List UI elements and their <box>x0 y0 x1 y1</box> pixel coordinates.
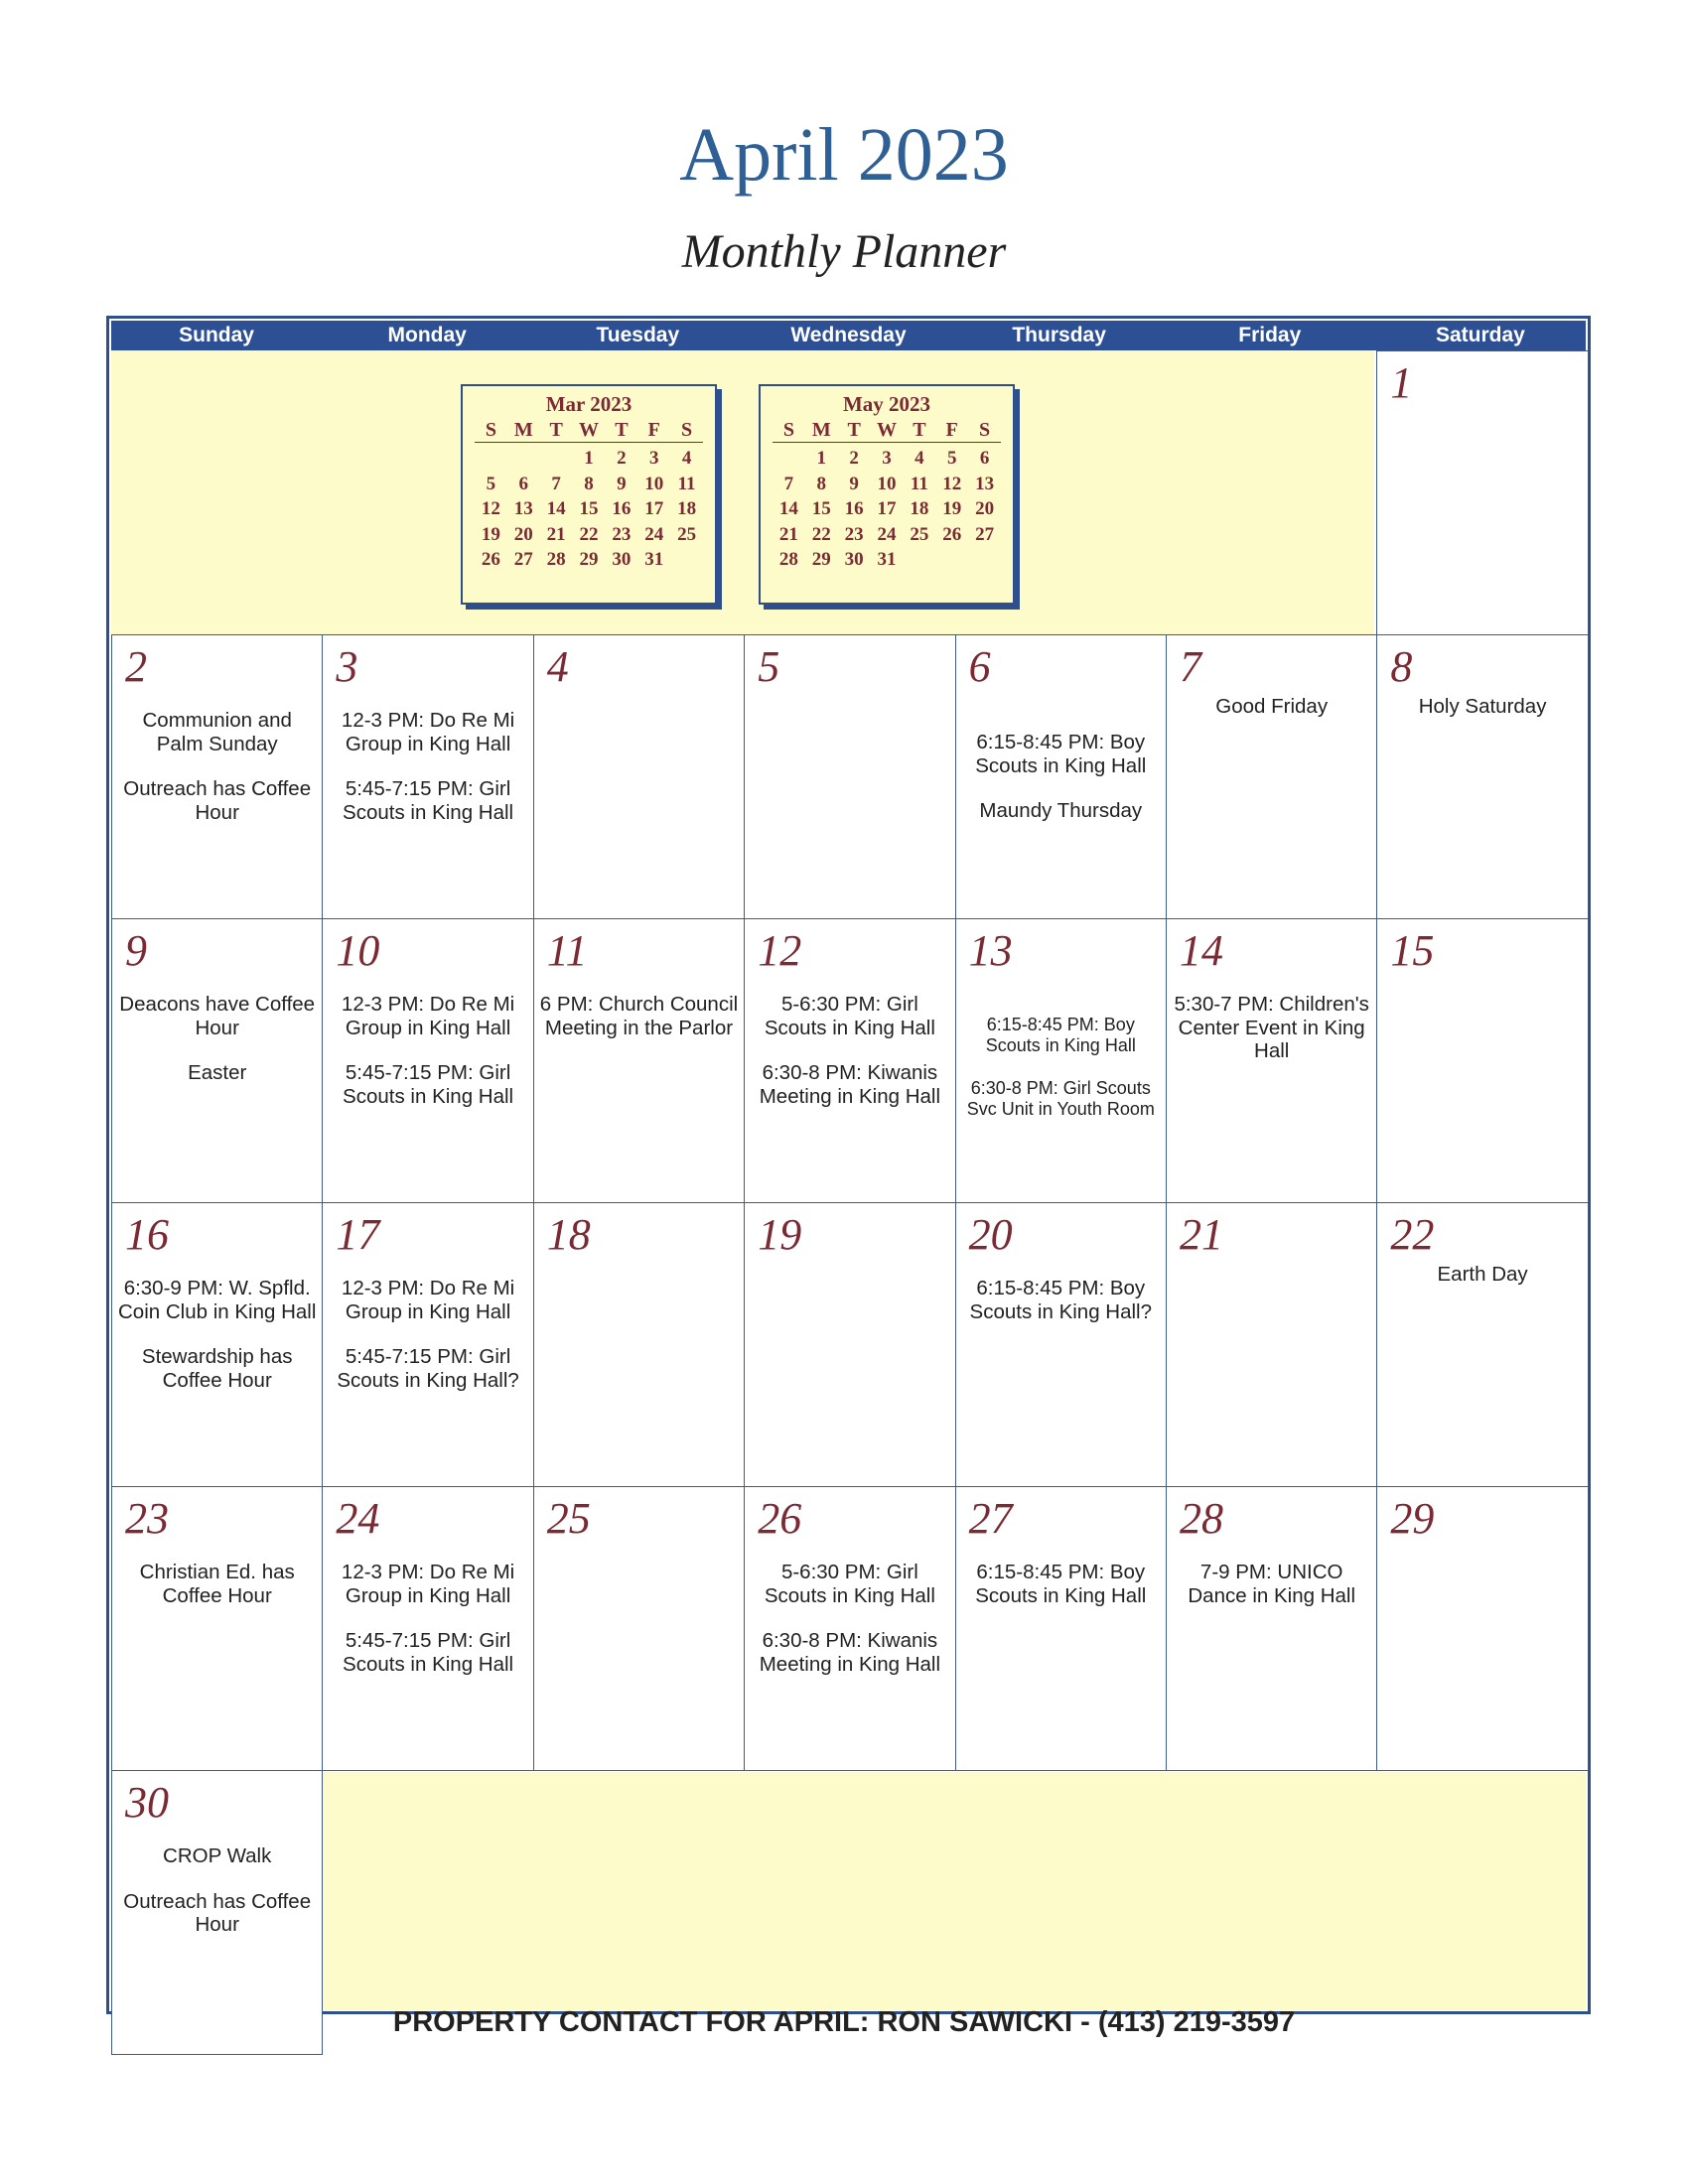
mini-blank <box>773 446 805 472</box>
event-item: 12-3 PM: Do Re Mi Group in King Hall <box>341 709 515 755</box>
mini-day: 7 <box>783 473 794 494</box>
day-number: 16 <box>125 1210 169 1259</box>
day-cell-1 <box>1376 350 1588 635</box>
event-item: Holy Saturday <box>1418 695 1547 718</box>
mini-blank <box>475 446 507 472</box>
day-cell-26 <box>744 1486 955 1771</box>
mini-day: 22 <box>579 523 599 545</box>
mini-day: 3 <box>882 448 892 469</box>
mini-day: 5 <box>946 448 957 469</box>
day-number: 3 <box>336 642 358 691</box>
event-item: Outreach has Coffee Hour <box>123 1889 312 1936</box>
day-cell-27 <box>955 1486 1167 1771</box>
mini-day: 15 <box>811 498 831 519</box>
mini-day: 31 <box>644 549 664 570</box>
mini-day: 24 <box>877 523 897 545</box>
mini-day: 31 <box>877 549 897 570</box>
day-number: 5 <box>758 642 780 691</box>
mini-weekday-letter: S <box>782 419 794 441</box>
event-item: Maundy Thursday <box>979 799 1143 822</box>
event-item: Communion and Palm Sunday <box>142 709 292 755</box>
event-list <box>118 1277 316 1414</box>
mini-day: 21 <box>778 523 798 545</box>
day-number: 19 <box>758 1210 802 1259</box>
event-item: 5:45-7:15 PM: Girl Scouts in King Hall? <box>337 1345 519 1392</box>
mini-day: 13 <box>513 498 533 519</box>
mini-calendar-title: May 2023 <box>842 392 931 416</box>
day-cell-29 <box>1376 1486 1588 1771</box>
mini-weekday-letter: S <box>485 419 496 441</box>
mini-day: 9 <box>617 473 627 494</box>
event-list <box>1173 695 1370 741</box>
day-cell-23 <box>111 1486 323 1771</box>
event-list <box>1173 993 1370 1085</box>
event-item: Outreach has Coffee Hour <box>123 777 312 824</box>
event-item: 6:30-8 PM: Kiwanis Meeting in King Hall <box>759 1061 941 1108</box>
day-number: 10 <box>336 926 380 975</box>
mini-day: 21 <box>546 523 566 545</box>
day-cell-17 <box>322 1202 533 1487</box>
day-number: 26 <box>758 1494 802 1543</box>
mini-weekday-letter: W <box>877 419 897 441</box>
mini-weekday-letter: S <box>681 419 693 441</box>
mini-day: 30 <box>612 549 632 570</box>
day-number: 14 <box>1180 926 1223 975</box>
mini-day: 19 <box>481 523 500 545</box>
event-item: 6:15-8:45 PM: Boy Scouts in King Hall? <box>969 1277 1153 1323</box>
page-subtitle: Monthly Planner <box>681 225 1007 278</box>
event-list <box>118 709 316 846</box>
mini-day: 23 <box>612 523 632 545</box>
day-number: 23 <box>125 1494 169 1543</box>
mini-day: 11 <box>677 473 696 494</box>
event-item: Earth Day <box>1437 1263 1528 1286</box>
mini-day: 10 <box>644 473 664 494</box>
event-list <box>962 1015 1160 1142</box>
mini-day: 10 <box>877 473 897 494</box>
event-item: Christian Ed. has Coffee Hour <box>139 1561 295 1607</box>
day-cell-3 <box>322 634 533 919</box>
day-cell-21 <box>1166 1202 1377 1487</box>
day-number: 24 <box>336 1494 380 1543</box>
mini-weekday-letter: T <box>615 419 629 441</box>
day-number: 1 <box>1390 358 1413 407</box>
mini-weekday-letter: F <box>647 419 660 441</box>
day-number: 22 <box>1390 1210 1435 1259</box>
event-item: 5-6:30 PM: Girl Scouts in King Hall <box>764 1561 935 1607</box>
day-cell-15 <box>1376 918 1588 1203</box>
mini-day: 14 <box>778 498 798 519</box>
calendar-grid <box>106 316 1591 2014</box>
mini-day: 25 <box>910 523 929 545</box>
mini-day: 14 <box>546 498 566 519</box>
event-item: 12-3 PM: Do Re Mi Group in King Hall <box>341 993 515 1039</box>
day-cell-2 <box>111 634 323 919</box>
mini-day: 26 <box>481 549 500 570</box>
day-cell-13 <box>955 918 1167 1203</box>
mini-day: 12 <box>481 498 500 519</box>
day-cell-16 <box>111 1202 323 1487</box>
day-cell-19 <box>744 1202 955 1487</box>
day-number: 30 <box>125 1778 169 1827</box>
mini-weekday-letter: S <box>979 419 991 441</box>
mini-day: 27 <box>513 549 533 570</box>
day-number: 29 <box>1390 1494 1435 1543</box>
day-cell-28 <box>1166 1486 1377 1771</box>
mini-day: 29 <box>579 549 599 570</box>
property-contact-footer: PROPERTY CONTACT FOR APRIL: RON SAWICKI - (413) 219-3597 <box>392 2006 1296 2038</box>
mini-day: 1 <box>816 448 827 469</box>
day-cell-9 <box>111 918 323 1203</box>
mini-day: 15 <box>579 498 599 519</box>
day-number: 7 <box>1180 642 1201 691</box>
weekday-thursday: Thursday <box>1012 324 1106 346</box>
mini-calendar-weekdays <box>475 418 703 443</box>
event-list <box>751 993 948 1130</box>
weekday-sunday: Sunday <box>179 324 254 346</box>
mini-day: 22 <box>811 523 831 545</box>
mini-day: 17 <box>877 498 897 519</box>
mini-day: 27 <box>975 523 995 545</box>
event-list <box>1383 695 1581 741</box>
day-cell-10 <box>322 918 533 1203</box>
mini-day: 18 <box>910 498 929 519</box>
event-item: Good Friday <box>1215 695 1329 718</box>
mini-day: 23 <box>844 523 864 545</box>
mini-day: 16 <box>844 498 864 519</box>
mini-day: 28 <box>546 549 566 570</box>
day-cell-11 <box>533 918 745 1203</box>
trailing-blank-area <box>322 1772 1586 2010</box>
event-list <box>329 993 526 1130</box>
mini-weekday-letter: T <box>549 419 563 441</box>
event-item: Easter <box>188 1061 247 1084</box>
day-number: 13 <box>968 926 1013 975</box>
mini-calendar-weekdays <box>773 418 1001 443</box>
mini-day: 13 <box>975 473 995 494</box>
event-list <box>118 1561 316 1629</box>
mini-calendar-title: Mar 2023 <box>545 392 633 416</box>
mini-weekday-letter: M <box>811 419 831 441</box>
day-number: 4 <box>546 642 569 691</box>
mini-blank <box>507 446 540 472</box>
mini-day: 2 <box>849 448 859 469</box>
mini-blank <box>540 446 573 472</box>
mini-weekday-letter: T <box>913 419 926 441</box>
mini-calendar-days <box>475 446 703 573</box>
mini-day: 6 <box>979 448 990 469</box>
day-number: 27 <box>968 1494 1013 1543</box>
event-list <box>329 1561 526 1698</box>
mini-day: 12 <box>942 473 962 494</box>
day-number: 28 <box>1180 1494 1223 1543</box>
day-number: 18 <box>546 1210 591 1259</box>
day-cell-4 <box>533 634 745 919</box>
mini-weekday-letter: F <box>945 419 958 441</box>
mini-day: 4 <box>914 448 924 469</box>
day-number: 17 <box>336 1210 380 1259</box>
mini-day: 25 <box>677 523 697 545</box>
day-number: 11 <box>546 926 588 975</box>
mini-day: 4 <box>681 448 692 469</box>
mini-day: 24 <box>644 523 664 545</box>
event-item: 12-3 PM: Do Re Mi Group in King Hall <box>341 1277 515 1323</box>
day-cell-18 <box>533 1202 745 1487</box>
mini-calendar-may <box>759 384 1015 605</box>
event-item: CROP Walk <box>163 1844 272 1867</box>
day-cell-7 <box>1166 634 1377 919</box>
event-list <box>751 1561 948 1698</box>
day-cell-14 <box>1166 918 1377 1203</box>
event-item: Stewardship has Coffee Hour <box>141 1345 293 1392</box>
weekday-tuesday: Tuesday <box>596 324 680 346</box>
weekday-saturday: Saturday <box>1435 324 1525 346</box>
event-list <box>962 1277 1160 1345</box>
event-list <box>1383 1263 1581 1308</box>
mini-day: 7 <box>551 473 561 494</box>
mini-day: 16 <box>612 498 632 519</box>
mini-calendar-march <box>461 384 717 605</box>
day-number: 12 <box>758 926 802 975</box>
event-list <box>962 1561 1160 1629</box>
event-item: 5:45-7:15 PM: Girl Scouts in King Hall <box>343 1061 514 1108</box>
mini-day: 5 <box>486 473 496 494</box>
mini-day: 26 <box>942 523 962 545</box>
mini-day: 11 <box>910 473 928 494</box>
page-title: April 2023 <box>679 113 1009 197</box>
mini-day: 17 <box>644 498 664 519</box>
day-number: 2 <box>125 642 147 691</box>
day-number: 8 <box>1390 642 1413 691</box>
mini-day: 28 <box>778 549 798 570</box>
event-list <box>540 993 738 1061</box>
event-item: 6:30-8 PM: Kiwanis Meeting in King Hall <box>759 1629 941 1676</box>
leading-blank-area <box>111 350 1374 636</box>
event-item: 6:15-8:45 PM: Boy Scouts in King Hall <box>975 731 1147 777</box>
day-number: 25 <box>546 1494 591 1543</box>
mini-day: 30 <box>844 549 864 570</box>
mini-weekday-letter: T <box>847 419 861 441</box>
event-list <box>118 993 316 1107</box>
event-list <box>118 1844 316 1959</box>
weekday-friday: Friday <box>1238 324 1302 346</box>
day-cell-12 <box>744 918 955 1203</box>
day-number: 21 <box>1180 1210 1223 1259</box>
event-list <box>329 1277 526 1414</box>
mini-day: 9 <box>849 473 859 494</box>
event-item: 6 PM: Church Council Meeting in the Parlor <box>539 993 739 1039</box>
event-item: 12-3 PM: Do Re Mi Group in King Hall <box>341 1561 515 1607</box>
mini-day: 8 <box>816 473 827 494</box>
mini-day: 8 <box>584 473 594 494</box>
day-number: 6 <box>968 642 991 691</box>
day-cell-25 <box>533 1486 745 1771</box>
mini-day: 20 <box>513 523 533 545</box>
event-item: 6:15-8:45 PM: Boy Scouts in King Hall <box>985 1015 1136 1055</box>
weekday-monday: Monday <box>387 324 467 346</box>
event-item: 5:45-7:15 PM: Girl Scouts in King Hall <box>343 1629 514 1676</box>
event-item: 5-6:30 PM: Girl Scouts in King Hall <box>764 993 935 1039</box>
day-cell-8 <box>1376 634 1588 919</box>
mini-weekday-letter: M <box>513 419 533 441</box>
mini-calendar-days <box>773 446 1001 573</box>
day-cell-5 <box>744 634 955 919</box>
event-list <box>1173 1561 1370 1629</box>
event-item: 6:30-8 PM: Girl Scouts Svc Unit in Youth Room <box>966 1078 1155 1119</box>
event-item: 5:30-7 PM: Children's Center Event in King Hall <box>1174 993 1369 1062</box>
mini-day: 1 <box>584 448 594 469</box>
event-list <box>962 731 1160 845</box>
day-cell-24 <box>322 1486 533 1771</box>
weekday-header <box>111 321 1586 350</box>
mini-day: 29 <box>811 549 831 570</box>
mini-day: 20 <box>975 498 995 519</box>
event-item: 5:45-7:15 PM: Girl Scouts in King Hall <box>343 777 514 824</box>
weekday-wednesday: Wednesday <box>790 324 907 346</box>
event-item: 6:15-8:45 PM: Boy Scouts in King Hall <box>975 1561 1147 1607</box>
event-item: 7-9 PM: UNICO Dance in King Hall <box>1188 1561 1356 1607</box>
mini-day: 18 <box>677 498 697 519</box>
mini-weekday-letter: W <box>579 419 599 441</box>
day-number: 15 <box>1390 926 1435 975</box>
event-item: Deacons have Coffee Hour <box>119 993 316 1039</box>
mini-day: 6 <box>518 473 529 494</box>
event-list <box>329 709 526 846</box>
day-cell-20 <box>955 1202 1167 1487</box>
day-number: 20 <box>968 1210 1013 1259</box>
day-number: 9 <box>125 926 147 975</box>
day-cell-22 <box>1376 1202 1588 1487</box>
mini-day: 19 <box>942 498 962 519</box>
event-item: 6:30-9 PM: W. Spfld. Coin Club in King Hall <box>118 1277 317 1323</box>
day-cell-6 <box>955 634 1167 919</box>
mini-day: 3 <box>648 448 659 469</box>
mini-day: 2 <box>617 448 627 469</box>
